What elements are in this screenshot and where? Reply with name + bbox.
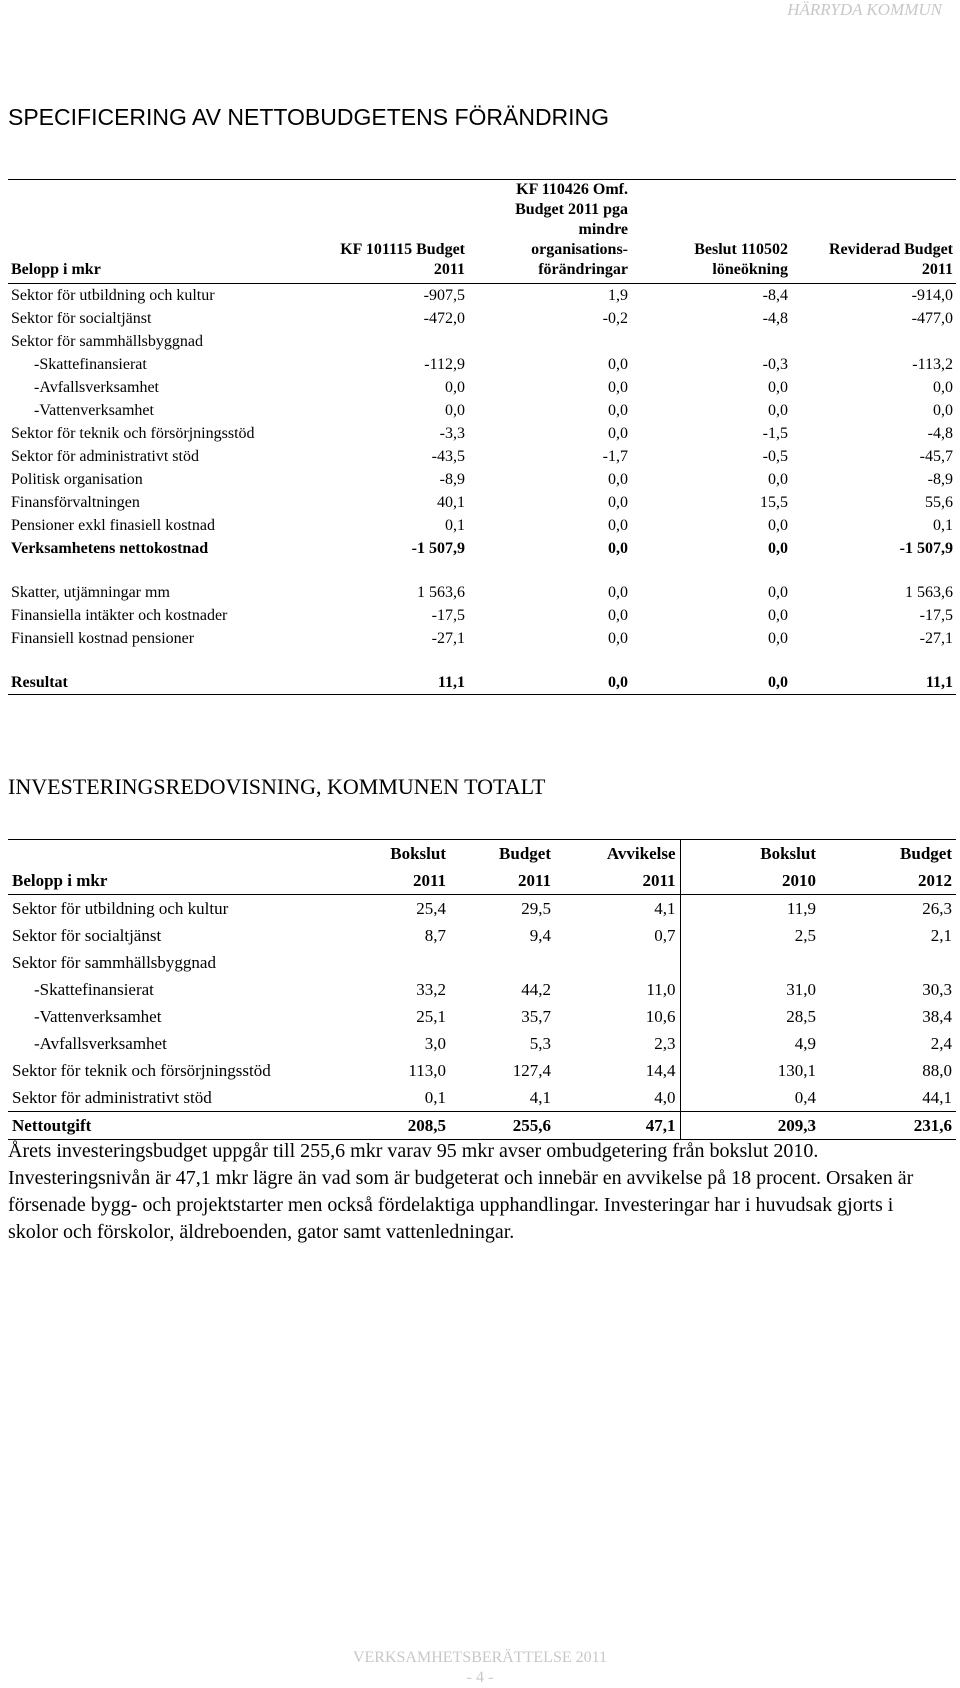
col-header-year: 2011 <box>517 871 551 890</box>
col-header-line: KF 110426 Omf. <box>516 181 628 198</box>
cell-value: 31,0 <box>680 976 820 1003</box>
cell-value: 0,0 <box>608 539 628 557</box>
table-row <box>8 895 956 923</box>
cell-value: -0,2 <box>602 309 628 327</box>
cell-value: 0,0 <box>768 583 788 601</box>
cell-value <box>328 949 450 976</box>
table-row <box>8 581 956 604</box>
page-footer <box>0 1648 960 1688</box>
row-label: Nettoutgift <box>12 1115 92 1135</box>
cell-value: 47,1 <box>645 1115 676 1135</box>
table-row <box>8 353 956 376</box>
cell-value <box>298 330 468 353</box>
cell-value: -112,9 <box>424 355 465 373</box>
row-label: -Avfallsverksamhet <box>34 378 159 396</box>
cell-value: 35,7 <box>521 1006 551 1026</box>
cell-value: -914,0 <box>911 286 953 304</box>
table-row <box>8 514 956 537</box>
cell-value: 0,0 <box>768 516 788 534</box>
table-row-total <box>8 1112 956 1140</box>
cell-value <box>468 330 631 353</box>
row-label: Finansiella intäkter och kostnader <box>11 606 228 624</box>
col-header-line: förändringar <box>538 261 628 278</box>
cell-value: -45,7 <box>919 447 953 465</box>
cell-value: 0,0 <box>608 583 628 601</box>
cell-value <box>631 330 791 353</box>
section-title-investment: INVESTERINGSREDOVISNING, KOMMUNEN TOTALT <box>8 774 546 799</box>
row-label: Sektor för administrativt stöd <box>11 447 199 465</box>
cell-value: 14,4 <box>645 1060 676 1080</box>
table-row-subtotal <box>8 537 956 560</box>
cell-value: 113,0 <box>408 1060 446 1080</box>
cell-value: -8,9 <box>439 470 465 488</box>
cell-value: 33,2 <box>416 979 446 999</box>
page-header: HÄRRYDA KOMMUN <box>787 0 942 19</box>
col-header-line: mindre <box>578 221 628 238</box>
row-label: -Vattenverksamhet <box>34 401 154 419</box>
cell-value: 38,4 <box>922 1006 952 1026</box>
col-header-line: 2011 <box>433 261 465 278</box>
col-header-year: 2010 <box>680 867 820 895</box>
cell-value: 15,5 <box>760 493 788 511</box>
cell-value: 0,0 <box>608 673 628 691</box>
cell-value: 0,0 <box>608 401 628 419</box>
cell-value: 11,0 <box>646 979 676 999</box>
col-header-line: löneökning <box>712 261 788 278</box>
cell-value: 0,0 <box>768 539 788 557</box>
col-header-line: KF 101115 Budget <box>340 241 465 258</box>
cell-value: 0,0 <box>445 378 465 396</box>
cell-value: -472,0 <box>423 309 465 327</box>
row-label: Finansförvaltningen <box>11 493 140 511</box>
cell-value: 0,0 <box>768 378 788 396</box>
cell-value: 1 563,6 <box>905 583 953 601</box>
cell-value: 4,9 <box>680 1030 820 1057</box>
col-header-year: 2012 <box>918 871 952 890</box>
col-header-line: Budget 2011 pga <box>515 201 628 218</box>
cell-value: -27,1 <box>431 629 465 647</box>
row-label: -Skattefinansierat <box>34 979 154 999</box>
row-label: Finansiell kostnad pensioner <box>11 629 195 647</box>
cell-value: 0,0 <box>608 606 628 624</box>
cell-value: -1,5 <box>762 424 788 442</box>
cell-value: 30,3 <box>922 979 952 999</box>
row-label: Sektor för teknik och försörjningsstöd <box>11 424 255 442</box>
row-label: Politisk organisation <box>11 470 143 488</box>
table-row <box>8 468 956 491</box>
cell-value: 0,0 <box>608 424 628 442</box>
cell-value: 0,0 <box>608 470 628 488</box>
table-row <box>8 1030 956 1057</box>
col-header-year: 2011 <box>412 871 446 890</box>
col-header-line: Beslut 110502 <box>694 241 788 258</box>
cell-value: 4,1 <box>654 898 676 918</box>
cell-value: 1,9 <box>608 286 628 304</box>
col-header-line: organisations- <box>531 241 628 258</box>
cell-value: 130,1 <box>680 1057 820 1084</box>
table-row <box>8 330 956 353</box>
cell-value: 25,1 <box>416 1006 446 1026</box>
cell-value: 231,6 <box>913 1115 952 1135</box>
cell-value: -17,5 <box>919 606 953 624</box>
cell-value: 40,1 <box>437 493 465 511</box>
cell-value: 11,1 <box>925 673 953 691</box>
cell-value: 2,1 <box>930 925 952 945</box>
cell-value: -1 507,9 <box>899 539 953 557</box>
table-row <box>8 422 956 445</box>
cell-value: -4,8 <box>762 309 788 327</box>
cell-value: 88,0 <box>922 1060 952 1080</box>
cell-value: 0,0 <box>768 673 788 691</box>
row-label: Sektor för socialtjänst <box>11 309 152 327</box>
cell-value: 0,0 <box>768 629 788 647</box>
table-row <box>8 922 956 949</box>
cell-value: -3,3 <box>439 424 465 442</box>
col-header-line: Reviderad Budget <box>829 241 953 258</box>
cell-value: 0,0 <box>768 606 788 624</box>
cell-value: 11,1 <box>437 673 465 691</box>
section-title-netbudget: SPECIFICERING AV NETTOBUDGETENS FÖRÄNDRING <box>8 104 610 130</box>
table-row <box>8 284 956 308</box>
investment-header-row-top <box>8 840 956 868</box>
row-label: -Vattenverksamhet <box>34 1006 162 1026</box>
cell-value: 0,0 <box>608 355 628 373</box>
investment-paragraph: Årets investeringsbudget uppgår till 255,6 mkr varav 95 mkr avser ombudgetering från bokslut 2010. Investeringsnivån är 47,1 mkr lägre än vad som är budgeterat och innebär en avvikelse på 18 procent. Orsaken är försenade bygg- och projektstarter men också fördelaktiga upphandlingar. Investeringar har i huvudsak gjorts i skolor och förskolor, äldreboenden, gator samt vattenledningar. <box>8 1140 914 1243</box>
table-row <box>8 445 956 468</box>
table-row <box>8 1084 956 1112</box>
cell-value <box>791 330 956 353</box>
cell-value: 0,1 <box>424 1087 446 1107</box>
col-header-belopp: Belopp i mkr <box>11 261 101 278</box>
col-header-top: Bokslut <box>680 840 820 868</box>
cell-value <box>555 949 680 976</box>
cell-value: 4,1 <box>529 1087 551 1107</box>
cell-value: -8,9 <box>927 470 953 488</box>
row-label: Sektor för utbildning och kultur <box>11 286 215 304</box>
col-header-top: Avvikelse <box>606 844 676 863</box>
cell-value: 2,3 <box>654 1033 676 1053</box>
table-row <box>8 399 956 422</box>
col-header-year: 2011 <box>642 871 676 890</box>
cell-value: 208,5 <box>407 1115 446 1135</box>
netbudget-table <box>8 179 956 695</box>
cell-value: -27,1 <box>919 629 953 647</box>
cell-value: -8,4 <box>762 286 788 304</box>
row-label: Pensioner exkl finasiell kostnad <box>11 516 215 534</box>
cell-value: 8,7 <box>424 925 446 945</box>
cell-value: 10,6 <box>645 1006 676 1026</box>
cell-value: -477,0 <box>911 309 953 327</box>
cell-value: 0,0 <box>445 401 465 419</box>
col-header-beslut <box>631 180 791 284</box>
cell-value <box>820 949 956 976</box>
cell-value: -17,5 <box>431 606 465 624</box>
row-label: Skatter, utjämningar mm <box>11 583 170 601</box>
cell-value: -0,3 <box>762 355 788 373</box>
cell-value: 2,5 <box>680 922 820 949</box>
spacer-row <box>8 650 956 671</box>
row-label: Sektor för sammhällsbyggnad <box>12 952 216 972</box>
cell-value: 4,0 <box>654 1087 676 1107</box>
cell-value: 0,0 <box>608 493 628 511</box>
col-header-top: Budget <box>900 844 952 863</box>
row-label: -Skattefinansierat <box>34 355 147 373</box>
cell-value: 0,0 <box>933 401 953 419</box>
cell-value: 127,4 <box>512 1060 551 1080</box>
cell-value: 1 563,6 <box>417 583 465 601</box>
col-header-kf101115 <box>298 180 468 284</box>
cell-value: 0,0 <box>768 470 788 488</box>
cell-value: -1 507,9 <box>411 539 465 557</box>
row-label: Verksamhetens nettokostnad <box>11 539 209 557</box>
cell-value: 25,4 <box>416 898 446 918</box>
cell-value: 0,0 <box>933 378 953 396</box>
cell-value: -1,7 <box>602 447 628 465</box>
cell-value: 2,4 <box>930 1033 952 1053</box>
cell-value: -113,2 <box>912 355 953 373</box>
cell-value: 0,0 <box>608 629 628 647</box>
row-label: Sektor för utbildning och kultur <box>12 898 229 918</box>
row-label: Sektor för sammhällsbyggnad <box>11 332 203 350</box>
table-row <box>8 307 956 330</box>
table-row <box>8 376 956 399</box>
col-header-belopp: Belopp i mkr <box>12 871 108 890</box>
table-row <box>8 491 956 514</box>
cell-value: 55,6 <box>925 493 953 511</box>
row-label: Sektor för administrativt stöd <box>12 1087 212 1107</box>
cell-value: 255,6 <box>512 1115 551 1135</box>
cell-value: 9,4 <box>529 925 551 945</box>
col-header-top: Budget <box>499 844 551 863</box>
footer-title: VERKSAMHETSBERÄTTELSE 2011 <box>352 1649 608 1666</box>
cell-value: -43,5 <box>431 447 465 465</box>
cell-value: 0,7 <box>654 925 676 945</box>
row-label: -Avfallsverksamhet <box>34 1033 167 1053</box>
cell-value: 0,0 <box>608 516 628 534</box>
row-label: Sektor för socialtjänst <box>12 925 162 945</box>
cell-value: -4,8 <box>927 424 953 442</box>
table-row-result <box>8 671 956 695</box>
cell-value: 11,9 <box>680 895 820 923</box>
col-header-kf110426 <box>468 180 631 284</box>
cell-value <box>680 949 820 976</box>
col-header-line: 2011 <box>921 261 953 278</box>
table-row <box>8 1003 956 1030</box>
col-header-top: Bokslut <box>390 844 446 863</box>
spacer-row <box>8 560 956 581</box>
table-row <box>8 627 956 650</box>
page-number: - 4 - <box>466 1669 494 1686</box>
cell-value: 0,4 <box>680 1084 820 1112</box>
netbudget-header-row <box>8 180 956 284</box>
cell-value: 0,1 <box>445 516 465 534</box>
cell-value: -907,5 <box>423 286 465 304</box>
table-row <box>8 604 956 627</box>
row-label: Sektor för teknik och försörjningsstöd <box>12 1060 271 1080</box>
cell-value: 28,5 <box>680 1003 820 1030</box>
table-row <box>8 1057 956 1084</box>
cell-value: 0,1 <box>933 516 953 534</box>
table-row <box>8 976 956 1003</box>
cell-value: 26,3 <box>922 898 952 918</box>
cell-value: 0,0 <box>768 401 788 419</box>
investment-table <box>8 839 956 1140</box>
row-label: Resultat <box>11 673 68 691</box>
cell-value: 44,2 <box>521 979 551 999</box>
cell-value: 209,3 <box>680 1112 820 1140</box>
table-row <box>8 949 956 976</box>
cell-value: 44,1 <box>922 1087 952 1107</box>
cell-value: 3,0 <box>424 1033 446 1053</box>
cell-value: 0,0 <box>608 378 628 396</box>
cell-value: 29,5 <box>521 898 551 918</box>
cell-value: 5,3 <box>529 1033 551 1053</box>
cell-value <box>450 949 555 976</box>
col-header-reviderad <box>791 180 956 284</box>
cell-value: -0,5 <box>762 447 788 465</box>
